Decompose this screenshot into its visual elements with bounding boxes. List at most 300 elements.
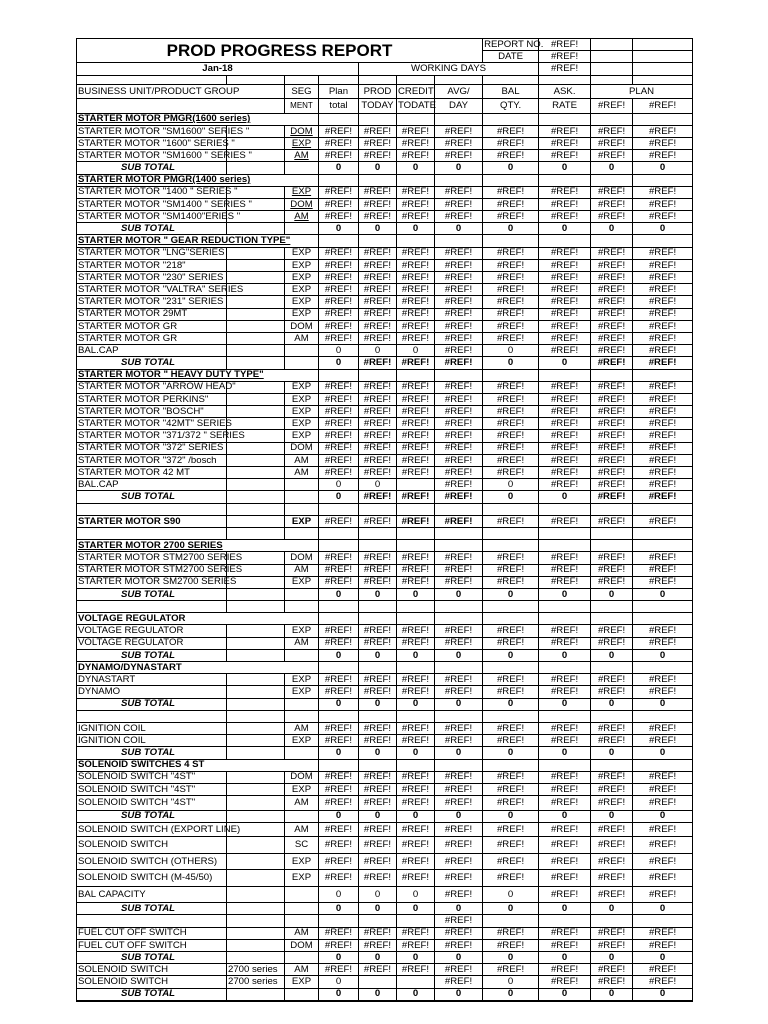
avg-day-cell: #REF! [435, 320, 483, 332]
plan-total-cell: #REF! [319, 137, 359, 149]
subtotal-label: SUB TOTAL [77, 747, 227, 759]
empty-cell [591, 527, 633, 539]
segment-cell [285, 988, 319, 1001]
avg-day-cell: #REF! [435, 393, 483, 405]
avg-day-cell: #REF! [435, 964, 483, 976]
working-days-label: WORKING DAYS [359, 63, 539, 75]
empty-cell [591, 174, 633, 186]
segment-cell: DOM [285, 198, 319, 210]
segment-cell: DOM [285, 320, 319, 332]
plan-total-cell: #REF! [319, 783, 359, 795]
ask-rate-cell: #REF! [539, 837, 591, 854]
ask-rate-cell: #REF! [539, 186, 591, 198]
subtotal-label: SUB TOTAL [77, 588, 227, 600]
plan-1-cell: #REF! [591, 430, 633, 442]
empty-cell [319, 759, 359, 771]
prod-today-cell: #REF! [359, 870, 397, 887]
plan-1-cell: 0 [591, 223, 633, 235]
bal-qty-cell: #REF! [483, 927, 539, 939]
empty-cell [633, 662, 693, 674]
ask-rate-cell [539, 915, 591, 927]
series-note [227, 357, 285, 369]
subtotal-row [77, 952, 693, 964]
header-prod-2: TODAY [359, 99, 397, 114]
ask-rate-cell: #REF! [539, 625, 591, 637]
credit-todate-cell: #REF! [397, 822, 435, 837]
empty-cell [397, 235, 435, 247]
empty-cell [591, 710, 633, 722]
credit-todate-cell: #REF! [397, 137, 435, 149]
bal-qty-cell: #REF! [483, 186, 539, 198]
ask-rate-cell: #REF! [539, 637, 591, 649]
empty-cell [591, 63, 633, 75]
bal-qty-cell: 0 [483, 223, 539, 235]
plan-1-cell: #REF! [591, 771, 633, 783]
ask-rate-cell: #REF! [539, 576, 591, 588]
credit-todate-cell: #REF! [397, 637, 435, 649]
plan-2-cell: #REF! [633, 822, 693, 837]
ask-rate-cell: #REF! [539, 259, 591, 271]
plan-total-cell: 0 [319, 223, 359, 235]
segment-cell: DOM [285, 125, 319, 137]
plan-1-cell: 0 [591, 903, 633, 915]
plan-1-cell: #REF! [591, 976, 633, 988]
empty-cell [435, 540, 483, 552]
bal-qty-cell: #REF! [483, 442, 539, 454]
avg-day-cell: #REF! [435, 722, 483, 734]
ask-rate-cell: #REF! [539, 284, 591, 296]
ask-rate-cell: #REF! [539, 927, 591, 939]
credit-todate-cell: #REF! [397, 430, 435, 442]
bal-qty-cell: #REF! [483, 320, 539, 332]
plan-total-cell: #REF! [319, 837, 359, 854]
header-product-group: BUSINESS UNIT/PRODUCT GROUP [77, 84, 285, 99]
table-row [77, 345, 693, 357]
header-plan-2: total [319, 99, 359, 114]
plan-2-cell: #REF! [633, 442, 693, 454]
prod-today-cell: 0 [359, 649, 397, 661]
series-note [227, 625, 285, 637]
ask-rate-cell: #REF! [539, 332, 591, 344]
plan-2-cell: 0 [633, 649, 693, 661]
avg-day-cell: 0 [435, 903, 483, 915]
avg-day-cell: #REF! [435, 686, 483, 698]
segment-cell: AM [285, 332, 319, 344]
date-label: DATE [483, 51, 539, 63]
product-name: STARTER MOTOR GR [77, 320, 227, 332]
avg-day-cell: #REF! [435, 430, 483, 442]
ask-rate-cell: #REF! [539, 564, 591, 576]
credit-todate-cell: #REF! [397, 308, 435, 320]
empty-cell [633, 235, 693, 247]
empty-cell [319, 601, 359, 613]
bal-qty-cell: 0 [483, 952, 539, 964]
avg-day-cell: #REF! [435, 870, 483, 887]
plan-total-cell: #REF! [319, 332, 359, 344]
plan-2-cell: #REF! [633, 467, 693, 479]
ask-rate-cell: #REF! [539, 345, 591, 357]
product-name: IGNITION COIL [77, 722, 227, 734]
product-name: STARTER MOTOR "371/372 " SERIES [78, 430, 245, 442]
prod-today-cell: #REF! [359, 442, 397, 454]
empty-cell [227, 601, 285, 613]
empty-cell [483, 613, 539, 625]
plan-2-cell: #REF! [633, 272, 693, 284]
plan-2-cell: #REF! [633, 870, 693, 887]
prod-today-cell: #REF! [359, 430, 397, 442]
empty-cell [591, 601, 633, 613]
plan-2-cell: #REF! [633, 964, 693, 976]
plan-2-cell: #REF! [633, 735, 693, 747]
ask-rate-cell: 0 [539, 747, 591, 759]
segment-cell: AM [285, 722, 319, 734]
series-note [227, 939, 285, 951]
series-note [227, 454, 285, 466]
table-row [77, 320, 693, 332]
table-row [77, 576, 693, 588]
avg-day-cell: #REF! [435, 357, 483, 369]
empty-cell [319, 113, 359, 125]
segment-cell: AM [285, 796, 319, 811]
section-header-row [77, 174, 693, 186]
product-name: SOLENOID SWITCH [77, 837, 227, 854]
header-credit-2: TODATE [397, 99, 435, 114]
product-name: SOLENOID SWITCH (OTHERS) [77, 853, 227, 870]
prod-today-cell: #REF! [359, 735, 397, 747]
table-row [77, 964, 693, 976]
empty-cell [77, 527, 227, 539]
credit-todate-cell: #REF! [397, 853, 435, 870]
table-row [77, 822, 693, 837]
empty-cell [359, 235, 397, 247]
bal-qty-cell: #REF! [483, 637, 539, 649]
empty-cell [633, 527, 693, 539]
series-note [227, 345, 285, 357]
product-name: STARTER MOTOR "372" SERIES [77, 442, 227, 454]
plan-2-cell: #REF! [633, 686, 693, 698]
ask-rate-cell: #REF! [539, 686, 591, 698]
segment-cell [285, 588, 319, 600]
ask-rate-cell: 0 [539, 223, 591, 235]
subtotal-row [77, 903, 693, 915]
plan-2-cell: #REF! [633, 479, 693, 491]
prod-today-cell: #REF! [359, 186, 397, 198]
empty-cell [397, 710, 435, 722]
credit-todate-cell: 0 [397, 810, 435, 822]
segment-cell [285, 747, 319, 759]
credit-todate-cell: #REF! [397, 939, 435, 951]
plan-total-cell: #REF! [319, 853, 359, 870]
segment-cell: EXP [285, 853, 319, 870]
avg-day-cell: #REF! [435, 939, 483, 951]
prod-today-cell: #REF! [359, 150, 397, 162]
table-row [77, 771, 693, 783]
subtotal-row [77, 491, 693, 503]
empty-cell [483, 710, 539, 722]
ask-rate-cell: 0 [539, 988, 591, 1001]
empty-cell [319, 662, 359, 674]
avg-day-cell: #REF! [435, 915, 483, 927]
series-note [227, 686, 285, 698]
product-name: VOLTAGE REGULATOR [77, 637, 227, 649]
empty-cell [591, 235, 633, 247]
plan-2-cell: 0 [633, 988, 693, 1001]
table-row [77, 479, 693, 491]
segment-cell: EXP [285, 308, 319, 320]
bal-qty-cell [483, 915, 539, 927]
series-note [227, 491, 285, 503]
bal-qty-cell: #REF! [483, 722, 539, 734]
subtotal-label: SUB TOTAL [77, 952, 227, 964]
product-name: STARTER MOTOR "SM1400 " SERIES " [78, 198, 252, 210]
table-row [77, 272, 693, 284]
prod-today-cell: 0 [359, 588, 397, 600]
plan-total-cell: #REF! [319, 198, 359, 210]
empty-cell [539, 540, 591, 552]
plan-1-cell: #REF! [591, 418, 633, 430]
plan-total-cell: 0 [319, 747, 359, 759]
avg-day-cell: #REF! [435, 976, 483, 988]
header-ask: ASK. [539, 84, 591, 99]
table-row [77, 927, 693, 939]
empty-cell [435, 613, 483, 625]
series-note: 2700 series [227, 976, 285, 988]
subtotal-label: SUB TOTAL [77, 357, 227, 369]
avg-day-cell: #REF! [435, 381, 483, 393]
empty-cell [319, 369, 359, 381]
plan-1-cell: #REF! [591, 345, 633, 357]
ask-rate-cell: #REF! [539, 515, 591, 527]
empty-cell [397, 75, 435, 84]
section-header-row [77, 369, 693, 381]
section-title: STARTER MOTOR 2700 SERIES [77, 540, 319, 552]
bal-qty-cell: #REF! [483, 284, 539, 296]
prod-today-cell: #REF! [359, 357, 397, 369]
credit-todate-cell: #REF! [397, 674, 435, 686]
prod-today-cell: #REF! [359, 822, 397, 837]
empty-cell [435, 369, 483, 381]
empty-cell [435, 710, 483, 722]
empty-cell [591, 75, 633, 84]
date-value: #REF! [539, 51, 591, 63]
empty-cell [539, 613, 591, 625]
credit-todate-cell [397, 915, 435, 927]
table-row [77, 674, 693, 686]
empty-cell [227, 527, 285, 539]
plan-1-cell: 0 [591, 162, 633, 174]
plan-2-cell: #REF! [633, 198, 693, 210]
table-row [77, 783, 693, 795]
prod-today-cell: #REF! [359, 381, 397, 393]
product-name: STARTER MOTOR SM2700 SERIES [78, 576, 237, 588]
credit-todate-cell: #REF! [397, 576, 435, 588]
avg-day-cell: 0 [435, 747, 483, 759]
plan-2-cell: #REF! [633, 674, 693, 686]
plan-total-cell: #REF! [319, 625, 359, 637]
credit-todate-cell: #REF! [397, 564, 435, 576]
avg-day-cell: 0 [435, 223, 483, 235]
credit-todate-cell: 0 [397, 162, 435, 174]
plan-1-cell: #REF! [591, 137, 633, 149]
bal-qty-cell: #REF! [483, 467, 539, 479]
plan-1-cell: #REF! [591, 491, 633, 503]
bal-qty-cell: #REF! [483, 783, 539, 795]
product-name: STARTER MOTOR 29MT [77, 308, 227, 320]
series-note [227, 903, 285, 915]
empty-cell [359, 540, 397, 552]
section-title: STARTER MOTOR PMGR(1600 series) [77, 113, 319, 125]
plan-total-cell: #REF! [319, 515, 359, 527]
prod-progress-report-table [76, 38, 693, 1002]
plan-2-cell: #REF! [633, 406, 693, 418]
bal-qty-cell: #REF! [483, 381, 539, 393]
product-name: SOLENOID SWITCH [77, 976, 227, 988]
plan-1-cell: #REF! [591, 284, 633, 296]
segment-cell: EXP [285, 418, 319, 430]
ask-rate-cell: #REF! [539, 393, 591, 405]
plan-2-cell: #REF! [633, 381, 693, 393]
avg-day-cell: 0 [435, 162, 483, 174]
prod-today-cell: #REF! [359, 308, 397, 320]
empty-cell [435, 601, 483, 613]
empty-cell [359, 613, 397, 625]
empty-cell [633, 113, 693, 125]
avg-day-cell: #REF! [435, 125, 483, 137]
prod-today-cell [359, 915, 397, 927]
empty-cell [359, 75, 397, 84]
avg-day-cell: #REF! [435, 771, 483, 783]
report-no-label: REPORT NO. [484, 38, 544, 50]
segment-cell: AM [285, 150, 319, 162]
credit-todate-cell: 0 [397, 588, 435, 600]
segment-cell [285, 952, 319, 964]
series-note [227, 886, 285, 903]
empty-cell [359, 174, 397, 186]
credit-todate-cell: #REF! [397, 927, 435, 939]
avg-day-cell: 0 [435, 952, 483, 964]
segment-cell: EXP [285, 393, 319, 405]
bal-qty-cell: #REF! [483, 939, 539, 951]
avg-day-cell: #REF! [435, 418, 483, 430]
header-plan-sub-1: #REF! [591, 99, 633, 114]
credit-todate-cell: 0 [397, 747, 435, 759]
series-note [227, 296, 285, 308]
header-prod: PROD [359, 84, 397, 99]
empty-cell [319, 613, 359, 625]
prod-today-cell: #REF! [359, 964, 397, 976]
credit-todate-cell: #REF! [397, 735, 435, 747]
plan-2-cell: #REF! [633, 259, 693, 271]
table-row [77, 296, 693, 308]
series-note [227, 722, 285, 734]
bal-qty-cell: #REF! [483, 454, 539, 466]
empty-cell [285, 710, 319, 722]
ask-rate-cell: #REF! [539, 886, 591, 903]
product-name: STARTER MOTOR "VALTRA" SERIES [78, 283, 244, 295]
product-name: FUEL CUT OFF SWITCH [77, 927, 227, 939]
series-note [227, 796, 285, 811]
credit-todate-cell: #REF! [397, 454, 435, 466]
avg-day-cell: #REF! [435, 150, 483, 162]
header-segment-2: MENT [285, 99, 319, 114]
subtotal-label: SUB TOTAL [77, 698, 227, 710]
avg-day-cell: #REF! [435, 674, 483, 686]
table-row [77, 332, 693, 344]
product-name: STARTER MOTOR S90 [77, 515, 227, 527]
avg-day-cell: #REF! [435, 735, 483, 747]
avg-day-cell: #REF! [435, 406, 483, 418]
credit-todate-cell: #REF! [397, 771, 435, 783]
ask-rate-cell: 0 [539, 952, 591, 964]
plan-total-cell: #REF! [319, 674, 359, 686]
segment-cell [285, 491, 319, 503]
empty-cell [319, 710, 359, 722]
header-bal: BAL [483, 84, 539, 99]
empty-cell [539, 503, 591, 515]
empty-cell [397, 601, 435, 613]
plan-1-cell: #REF! [591, 796, 633, 811]
table-row [77, 552, 693, 564]
plan-1-cell: 0 [591, 747, 633, 759]
segment-cell: EXP [285, 686, 319, 698]
segment-cell: EXP [285, 186, 319, 198]
plan-1-cell: #REF! [591, 479, 633, 491]
table-row [77, 976, 693, 988]
avg-day-cell: #REF! [435, 259, 483, 271]
section-title: STARTER MOTOR " HEAVY DUTY TYPE" [77, 369, 319, 381]
plan-2-cell: 0 [633, 747, 693, 759]
table-row [77, 393, 693, 405]
plan-total-cell: #REF! [319, 296, 359, 308]
empty-cell [483, 759, 539, 771]
prod-today-cell: #REF! [359, 393, 397, 405]
empty-cell [285, 503, 319, 515]
avg-day-cell: #REF! [435, 454, 483, 466]
ask-rate-cell: #REF! [539, 454, 591, 466]
table-row [77, 939, 693, 951]
credit-todate-cell: 0 [397, 952, 435, 964]
avg-day-cell: #REF! [435, 247, 483, 259]
subtotal-label: SUB TOTAL [77, 903, 227, 915]
segment-cell: AM [285, 467, 319, 479]
empty-cell [397, 527, 435, 539]
table-row [77, 150, 693, 162]
segment-cell: EXP [285, 137, 319, 149]
empty-cell [359, 710, 397, 722]
ask-rate-cell: #REF! [539, 137, 591, 149]
avg-day-cell: #REF! [435, 442, 483, 454]
plan-1-cell: #REF! [591, 686, 633, 698]
prod-today-cell: #REF! [359, 320, 397, 332]
empty-cell [539, 174, 591, 186]
plan-total-cell [319, 915, 359, 927]
plan-2-cell: #REF! [633, 296, 693, 308]
plan-total-cell: 0 [319, 345, 359, 357]
empty-cell [397, 540, 435, 552]
bal-qty-cell: #REF! [483, 625, 539, 637]
segment-cell: DOM [285, 442, 319, 454]
empty-cell [435, 759, 483, 771]
plan-2-cell: #REF! [633, 976, 693, 988]
plan-total-cell: 0 [319, 588, 359, 600]
plan-1-cell: #REF! [591, 837, 633, 854]
avg-day-cell: #REF! [435, 564, 483, 576]
credit-todate-cell: #REF! [397, 515, 435, 527]
plan-total-cell: #REF! [319, 247, 359, 259]
credit-todate-cell: #REF! [397, 722, 435, 734]
plan-1-cell: 0 [591, 698, 633, 710]
segment-cell [285, 649, 319, 661]
